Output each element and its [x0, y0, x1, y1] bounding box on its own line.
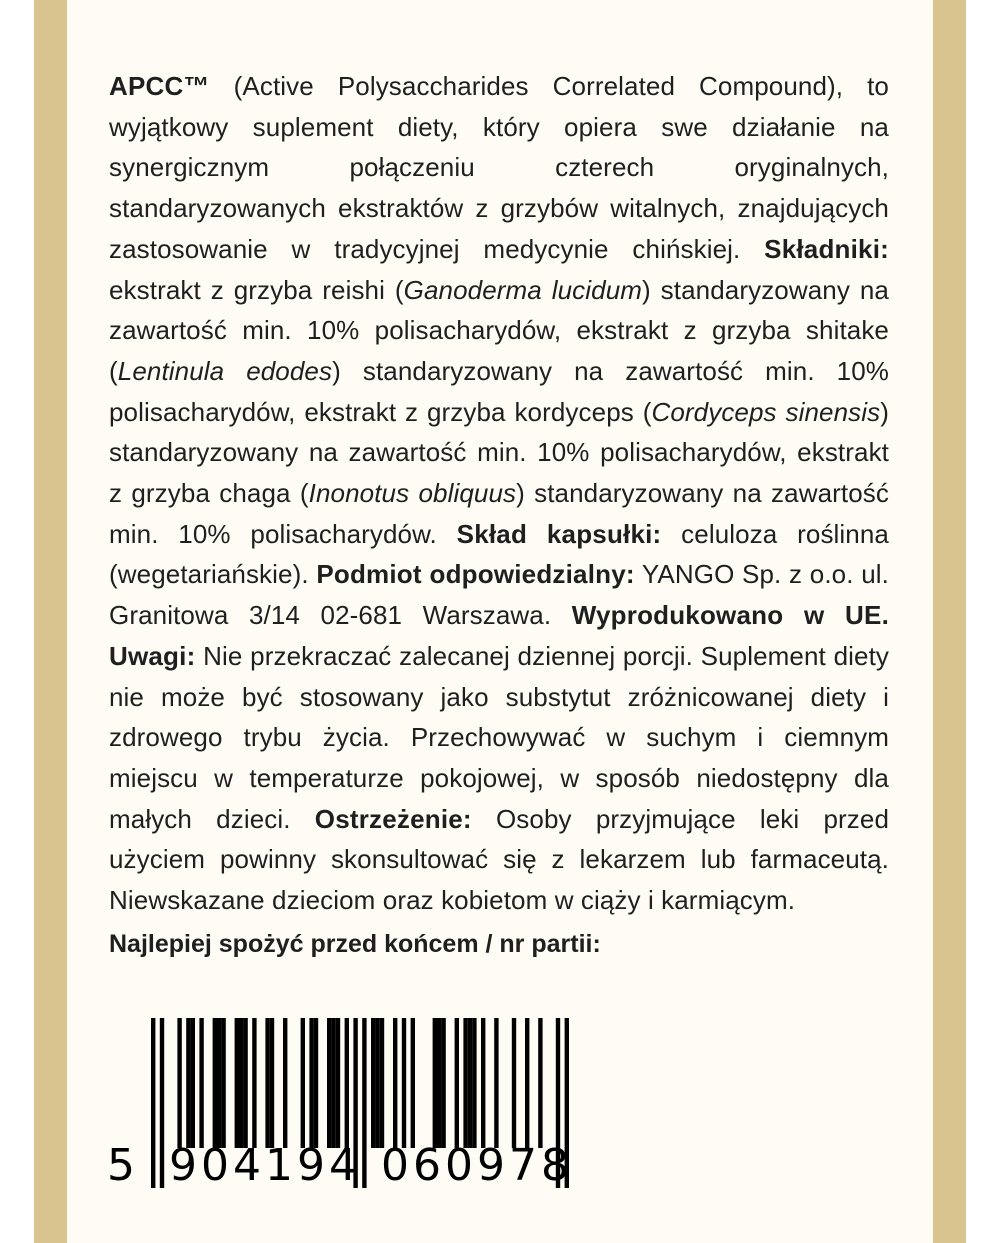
barcode-bar [463, 1018, 467, 1148]
notes-heading: Uwagi: [109, 640, 196, 671]
product-name: APCC™ [109, 71, 210, 101]
ingredients-text: ekstrakt z grzyba reishi ( [109, 274, 404, 305]
barcode-bar [314, 1018, 318, 1148]
barcode-bar [437, 1018, 441, 1148]
responsible-text: YANGO Sp. z o.o. ul. Granitowa 3/14 02-681 Warszawa. [109, 559, 889, 631]
barcode-bar [239, 1018, 243, 1148]
barcode-bar [336, 1018, 340, 1148]
barcode-bar [213, 1018, 217, 1148]
barcode-right-digits: 060978 [381, 1140, 573, 1191]
warning-heading: Ostrzeżenie: [314, 803, 472, 834]
barcode-bar [433, 1018, 437, 1148]
barcode-bar [441, 1018, 445, 1148]
capsule-text: celuloza roślinna (wegetariańskie). [109, 518, 889, 590]
barcode-bar [538, 1018, 542, 1148]
latin-name: Inonotus obliquus [308, 478, 517, 509]
ingredients-text: ) standaryzowany na zawartość min. 10% polisacharydów. [109, 478, 889, 549]
barcode-bar [525, 1018, 529, 1148]
barcode-left-digits: 904194 [169, 1140, 361, 1191]
barcode-bar [270, 1018, 274, 1148]
barcode-bar [186, 1018, 190, 1148]
barcode-bar [375, 1018, 379, 1148]
intro-text: (Active Polysaccharides Correlated Compound), to wyjątkowy suplement diety, który opiera swe działanie na synergicznym połączeniu czterech oryginalnych, standaryzowanych ekstraktów z grzybów witalnych, znajdujących zastosowanie w tradycyjnej medycynie chińskiej. [109, 71, 889, 264]
barcode-bar [481, 1018, 485, 1148]
barcode-bar [309, 1018, 313, 1148]
latin-name: Ganoderma lucidum [403, 274, 643, 305]
right-gold-border [933, 0, 966, 1243]
latin-name: Cordyceps sinensis [651, 396, 881, 427]
left-white-margin [0, 0, 34, 1243]
barcode-bar [177, 1018, 181, 1148]
barcode-bar [380, 1018, 384, 1148]
barcode-bar [301, 1018, 305, 1148]
barcode-bar [455, 1018, 459, 1148]
barcode-bar [199, 1018, 203, 1148]
barcode-bar [411, 1018, 415, 1148]
barcode-bar [265, 1018, 269, 1148]
barcode-bar [393, 1018, 397, 1148]
barcode-bar [235, 1018, 239, 1148]
right-white-margin [966, 0, 1000, 1243]
notes-text: Nie przekraczać zalecanej dziennej porcji. Suplement diety nie może być stosowany jako substytut zróżnicowanej diety i zdrowego trybu życia. Przechowywać w suchym i ciemnym miejscu w temperaturze pokojowej, w sposób niedostępny dla małych dzieci. [109, 640, 889, 834]
left-gold-border [34, 0, 67, 1243]
barcode-bar [402, 1018, 406, 1148]
barcode-bar [494, 1018, 498, 1148]
label-description [109, 66, 889, 921]
barcode-bar [512, 1018, 516, 1148]
barcode-bar [345, 1018, 349, 1148]
barcode-guard-bar [151, 1018, 155, 1188]
barcode [107, 1018, 607, 1198]
latin-name: Lentinula edodes [117, 355, 333, 386]
ingredients-text: ) standaryzowany na zawartość min. 10% polisacharydów, ekstrakt z grzyba chaga ( [109, 396, 889, 509]
barcode-bar [468, 1018, 472, 1148]
barcode-guard-bar [362, 1018, 366, 1188]
barcode-guard-bar [160, 1018, 164, 1188]
barcode-bar [191, 1018, 195, 1148]
best-before-label: Najlepiej spożyć przed końcem / nr partii: [109, 930, 601, 958]
barcode-bar [472, 1018, 476, 1148]
made-in-eu: Wyprodukowano w UE. [571, 600, 889, 631]
barcode-first-digit: 5 [107, 1140, 135, 1191]
responsible-heading: Podmiot odpowiedzialny: [316, 559, 635, 590]
barcode-bar [252, 1018, 256, 1148]
barcode-bar [221, 1018, 225, 1148]
barcode-bar [327, 1018, 331, 1148]
ingredients-heading: Składniki: [764, 233, 889, 264]
barcode-bar [243, 1018, 247, 1148]
label-panel [67, 0, 933, 1243]
barcode-bar [331, 1018, 335, 1148]
barcode-bar [371, 1018, 375, 1148]
ingredients-text: ) standaryzowany na zawartość min. 10% polisacharydów, ekstrakt z grzyba kordyceps ( [109, 355, 889, 427]
ingredients-text: ) standaryzowany na zawartość min. 10% polisacharydów, ekstrakt z grzyba shitake ( [109, 274, 889, 386]
barcode-bar [217, 1018, 221, 1148]
capsule-heading: Skład kapsułki: [456, 518, 662, 549]
warning-text: Osoby przyjmujące leki przed użyciem powinny skonsultować się z lekarzem lub farmaceutą. Niewskazane dzieciom oraz kobietom w ciąży i karmiącym. [109, 803, 889, 916]
barcode-bar [283, 1018, 287, 1148]
